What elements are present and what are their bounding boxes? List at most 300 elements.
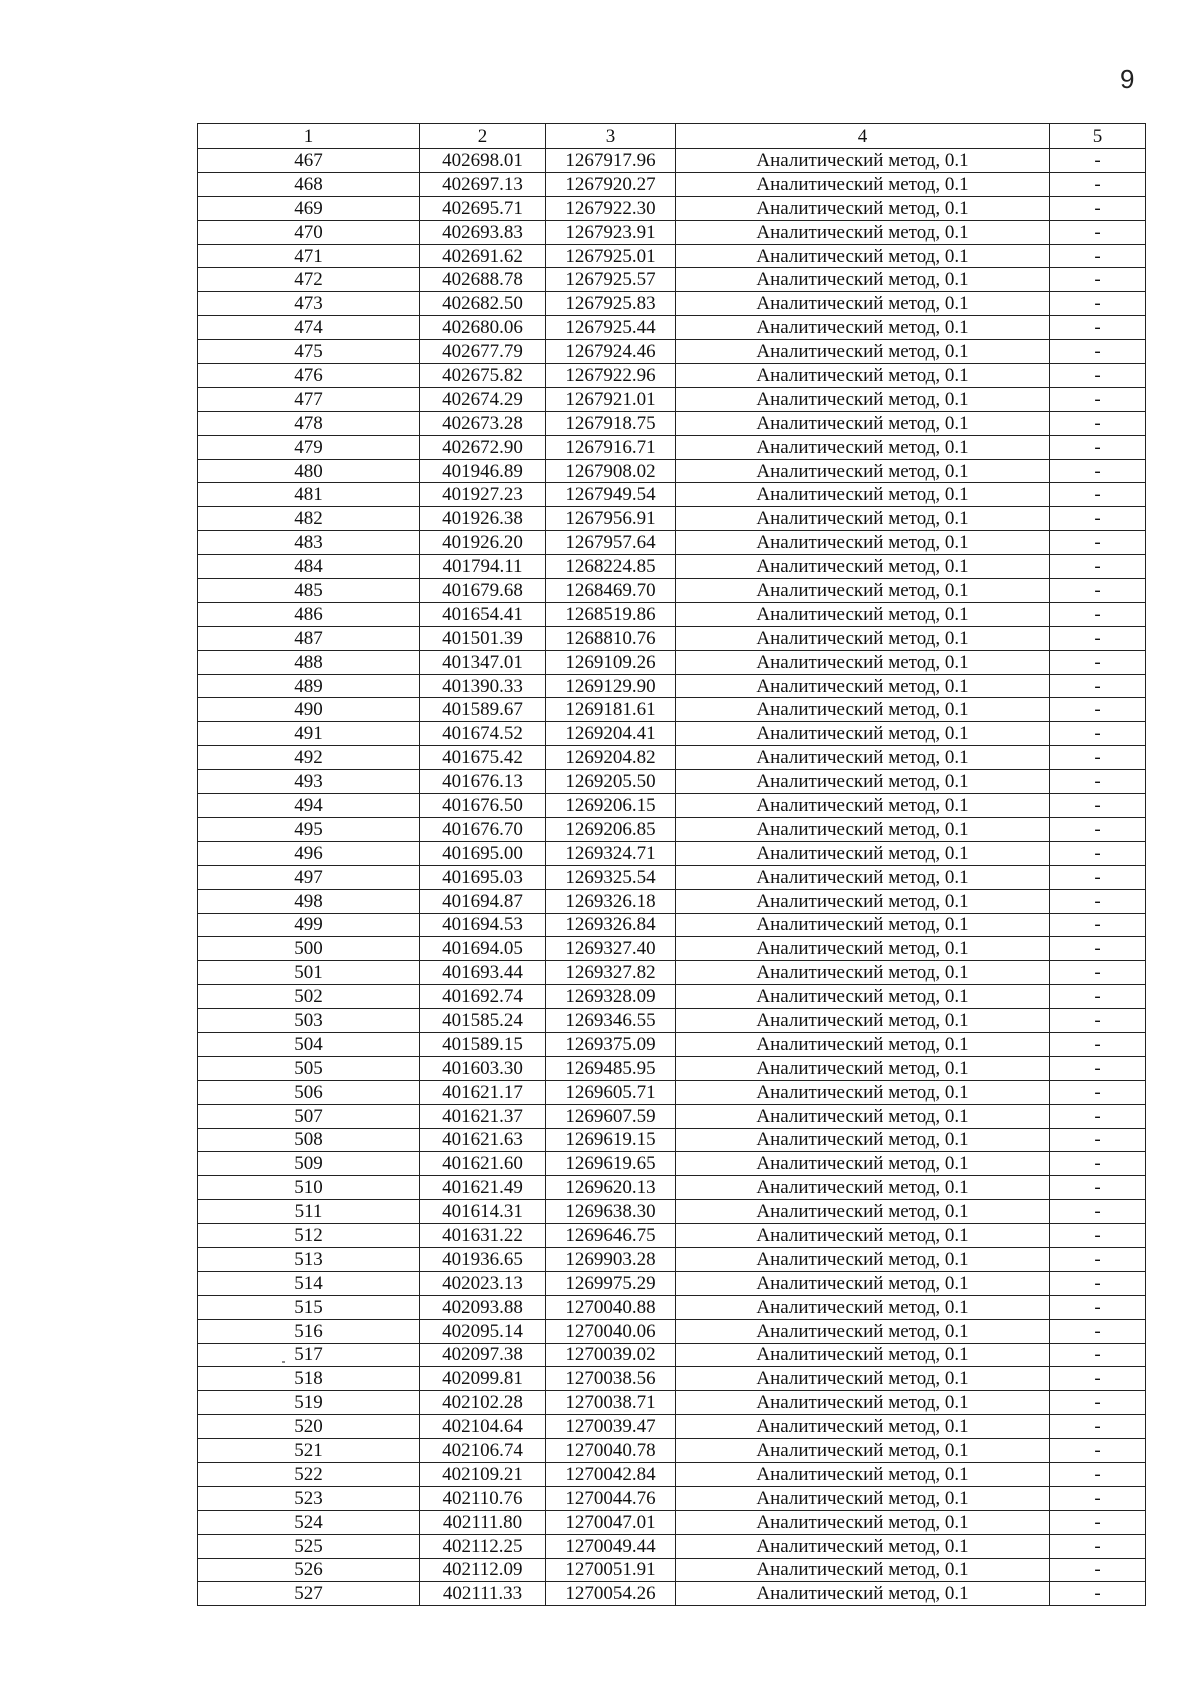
y-coordinate-cell: 1269325.54 (546, 865, 676, 889)
method-cell: Аналитический метод, 0.1 (676, 149, 1050, 173)
x-coordinate-cell: 401621.17 (420, 1080, 546, 1104)
note-cell: - (1050, 1558, 1146, 1582)
method-cell: Аналитический метод, 0.1 (676, 555, 1050, 579)
y-coordinate-cell: 1267918.75 (546, 411, 676, 435)
y-coordinate-cell: 1270054.26 (546, 1582, 676, 1606)
table-row (198, 674, 1146, 698)
method-cell: Аналитический метод, 0.1 (676, 1009, 1050, 1033)
x-coordinate-cell: 402672.90 (420, 435, 546, 459)
method-cell: Аналитический метод, 0.1 (676, 244, 1050, 268)
y-coordinate-cell: 1268469.70 (546, 579, 676, 603)
method-cell: Аналитический метод, 0.1 (676, 507, 1050, 531)
table-row (198, 1439, 1146, 1463)
method-cell: Аналитический метод, 0.1 (676, 1510, 1050, 1534)
table-row (198, 1415, 1146, 1439)
method-cell: Аналитический метод, 0.1 (676, 698, 1050, 722)
note-cell: - (1050, 268, 1146, 292)
method-cell: Аналитический метод, 0.1 (676, 674, 1050, 698)
method-cell: Аналитический метод, 0.1 (676, 1415, 1050, 1439)
y-coordinate-cell: 1267925.44 (546, 316, 676, 340)
y-coordinate-cell: 1269619.15 (546, 1128, 676, 1152)
method-cell: Аналитический метод, 0.1 (676, 196, 1050, 220)
point-number-cell: 514 (198, 1271, 420, 1295)
point-number-cell: 470 (198, 220, 420, 244)
header-cell: 4 (676, 124, 1050, 149)
y-coordinate-cell: 1270038.71 (546, 1391, 676, 1415)
table-row (198, 196, 1146, 220)
x-coordinate-cell: 401390.33 (420, 674, 546, 698)
table-row (198, 698, 1146, 722)
y-coordinate-cell: 1270047.01 (546, 1510, 676, 1534)
point-number-cell: 506 (198, 1080, 420, 1104)
y-coordinate-cell: 1267957.64 (546, 531, 676, 555)
point-number-cell: 490 (198, 698, 420, 722)
x-coordinate-cell: 401621.63 (420, 1128, 546, 1152)
method-cell: Аналитический метод, 0.1 (676, 746, 1050, 770)
note-cell: - (1050, 435, 1146, 459)
y-coordinate-cell: 1270040.78 (546, 1439, 676, 1463)
x-coordinate-cell: 402111.80 (420, 1510, 546, 1534)
x-coordinate-cell: 401631.22 (420, 1224, 546, 1248)
table-row (198, 1295, 1146, 1319)
table-row (198, 579, 1146, 603)
point-number-cell: 489 (198, 674, 420, 698)
y-coordinate-cell: 1269646.75 (546, 1224, 676, 1248)
y-coordinate-cell: 1269328.09 (546, 985, 676, 1009)
x-coordinate-cell: 402112.25 (420, 1534, 546, 1558)
table-row (198, 220, 1146, 244)
point-number-cell: 492 (198, 746, 420, 770)
note-cell: - (1050, 292, 1146, 316)
table-row (198, 1367, 1146, 1391)
table-row (198, 387, 1146, 411)
method-cell: Аналитический метод, 0.1 (676, 865, 1050, 889)
x-coordinate-cell: 401692.74 (420, 985, 546, 1009)
table-row (198, 435, 1146, 459)
note-cell: - (1050, 602, 1146, 626)
method-cell: Аналитический метод, 0.1 (676, 435, 1050, 459)
table-row (198, 459, 1146, 483)
x-coordinate-cell: 402095.14 (420, 1319, 546, 1343)
table-body (198, 124, 1146, 1606)
x-coordinate-cell: 401695.03 (420, 865, 546, 889)
note-cell: - (1050, 483, 1146, 507)
note-cell: - (1050, 961, 1146, 985)
y-coordinate-cell: 1270040.06 (546, 1319, 676, 1343)
method-cell: Аналитический метод, 0.1 (676, 340, 1050, 364)
note-cell: - (1050, 364, 1146, 388)
table-row (198, 1176, 1146, 1200)
x-coordinate-cell: 402688.78 (420, 268, 546, 292)
method-cell: Аналитический метод, 0.1 (676, 1486, 1050, 1510)
note-cell: - (1050, 340, 1146, 364)
note-cell: - (1050, 1271, 1146, 1295)
method-cell: Аналитический метод, 0.1 (676, 1128, 1050, 1152)
point-number-cell: 483 (198, 531, 420, 555)
y-coordinate-cell: 1270039.02 (546, 1343, 676, 1367)
x-coordinate-cell: 401589.15 (420, 1032, 546, 1056)
note-cell: - (1050, 1009, 1146, 1033)
method-cell: Аналитический метод, 0.1 (676, 268, 1050, 292)
x-coordinate-cell: 401926.20 (420, 531, 546, 555)
note-cell: - (1050, 507, 1146, 531)
x-coordinate-cell: 402673.28 (420, 411, 546, 435)
note-cell: - (1050, 1367, 1146, 1391)
table-row (198, 1128, 1146, 1152)
note-cell: - (1050, 794, 1146, 818)
coordinates-table (197, 123, 1146, 1606)
note-cell: - (1050, 722, 1146, 746)
table-row (198, 913, 1146, 937)
x-coordinate-cell: 401694.53 (420, 913, 546, 937)
x-coordinate-cell: 401621.49 (420, 1176, 546, 1200)
x-coordinate-cell: 401621.37 (420, 1104, 546, 1128)
note-cell: - (1050, 1247, 1146, 1271)
method-cell: Аналитический метод, 0.1 (676, 387, 1050, 411)
x-coordinate-cell: 402680.06 (420, 316, 546, 340)
table-row (198, 1534, 1146, 1558)
point-number-cell: 484 (198, 555, 420, 579)
method-cell: Аналитический метод, 0.1 (676, 937, 1050, 961)
note-cell: - (1050, 1056, 1146, 1080)
x-coordinate-cell: 401936.65 (420, 1247, 546, 1271)
note-cell: - (1050, 1032, 1146, 1056)
y-coordinate-cell: 1268810.76 (546, 626, 676, 650)
point-number-cell: 501 (198, 961, 420, 985)
y-coordinate-cell: 1269326.84 (546, 913, 676, 937)
method-cell: Аналитический метод, 0.1 (676, 722, 1050, 746)
method-cell: Аналитический метод, 0.1 (676, 483, 1050, 507)
note-cell: - (1050, 865, 1146, 889)
table-row (198, 1200, 1146, 1224)
method-cell: Аналитический метод, 0.1 (676, 985, 1050, 1009)
note-cell: - (1050, 220, 1146, 244)
point-number-cell: 496 (198, 841, 420, 865)
table-row (198, 1582, 1146, 1606)
note-cell: - (1050, 1343, 1146, 1367)
method-cell: Аналитический метод, 0.1 (676, 1032, 1050, 1056)
note-cell: - (1050, 1462, 1146, 1486)
header-cell: 1 (198, 124, 420, 149)
method-cell: Аналитический метод, 0.1 (676, 1295, 1050, 1319)
note-cell: - (1050, 531, 1146, 555)
note-cell: - (1050, 889, 1146, 913)
note-cell: - (1050, 1582, 1146, 1606)
note-cell: - (1050, 244, 1146, 268)
note-cell: - (1050, 555, 1146, 579)
method-cell: Аналитический метод, 0.1 (676, 1080, 1050, 1104)
x-coordinate-cell: 402097.38 (420, 1343, 546, 1367)
table-row (198, 483, 1146, 507)
y-coordinate-cell: 1268519.86 (546, 602, 676, 626)
method-cell: Аналитический метод, 0.1 (676, 1462, 1050, 1486)
x-coordinate-cell: 401676.13 (420, 770, 546, 794)
table-row (198, 817, 1146, 841)
note-cell: - (1050, 937, 1146, 961)
method-cell: Аналитический метод, 0.1 (676, 650, 1050, 674)
method-cell: Аналитический метод, 0.1 (676, 316, 1050, 340)
note-cell: - (1050, 316, 1146, 340)
y-coordinate-cell: 1269485.95 (546, 1056, 676, 1080)
method-cell: Аналитический метод, 0.1 (676, 1534, 1050, 1558)
point-number-cell: 508 (198, 1128, 420, 1152)
note-cell: - (1050, 1080, 1146, 1104)
y-coordinate-cell: 1267921.01 (546, 387, 676, 411)
table-row (198, 650, 1146, 674)
point-number-cell: 524 (198, 1510, 420, 1534)
y-coordinate-cell: 1269620.13 (546, 1176, 676, 1200)
y-coordinate-cell: 1269129.90 (546, 674, 676, 698)
point-number-cell: 469 (198, 196, 420, 220)
y-coordinate-cell: 1267924.46 (546, 340, 676, 364)
x-coordinate-cell: 402691.62 (420, 244, 546, 268)
y-coordinate-cell: 1269975.29 (546, 1271, 676, 1295)
point-number-cell: 475 (198, 340, 420, 364)
method-cell: Аналитический метод, 0.1 (676, 1224, 1050, 1248)
point-number-cell: 480 (198, 459, 420, 483)
table-row (198, 340, 1146, 364)
x-coordinate-cell: 401927.23 (420, 483, 546, 507)
x-coordinate-cell: 401676.50 (420, 794, 546, 818)
x-coordinate-cell: 401621.60 (420, 1152, 546, 1176)
y-coordinate-cell: 1267922.96 (546, 364, 676, 388)
x-coordinate-cell: 402693.83 (420, 220, 546, 244)
x-coordinate-cell: 402697.13 (420, 172, 546, 196)
y-coordinate-cell: 1269206.15 (546, 794, 676, 818)
method-cell: Аналитический метод, 0.1 (676, 1104, 1050, 1128)
method-cell: Аналитический метод, 0.1 (676, 913, 1050, 937)
table-row (198, 889, 1146, 913)
table-row (198, 1462, 1146, 1486)
note-cell: - (1050, 1486, 1146, 1510)
x-coordinate-cell: 402109.21 (420, 1462, 546, 1486)
x-coordinate-cell: 402104.64 (420, 1415, 546, 1439)
y-coordinate-cell: 1269346.55 (546, 1009, 676, 1033)
y-coordinate-cell: 1270038.56 (546, 1367, 676, 1391)
x-coordinate-cell: 402698.01 (420, 149, 546, 173)
y-coordinate-cell: 1269619.65 (546, 1152, 676, 1176)
point-number-cell: 472 (198, 268, 420, 292)
point-number-cell: 510 (198, 1176, 420, 1200)
y-coordinate-cell: 1267922.30 (546, 196, 676, 220)
point-number-cell: 518 (198, 1367, 420, 1391)
x-coordinate-cell: 402023.13 (420, 1271, 546, 1295)
point-number-cell: 522 (198, 1462, 420, 1486)
table-row (198, 149, 1146, 173)
point-number-cell: 467 (198, 149, 420, 173)
method-cell: Аналитический метод, 0.1 (676, 220, 1050, 244)
y-coordinate-cell: 1269903.28 (546, 1247, 676, 1271)
point-number-cell: 482 (198, 507, 420, 531)
y-coordinate-cell: 1269204.41 (546, 722, 676, 746)
x-coordinate-cell: 402099.81 (420, 1367, 546, 1391)
table-row (198, 364, 1146, 388)
x-coordinate-cell: 402111.33 (420, 1582, 546, 1606)
note-cell: - (1050, 1295, 1146, 1319)
x-coordinate-cell: 401654.41 (420, 602, 546, 626)
y-coordinate-cell: 1267925.01 (546, 244, 676, 268)
note-cell: - (1050, 1104, 1146, 1128)
y-coordinate-cell: 1269205.50 (546, 770, 676, 794)
point-number-cell: 468 (198, 172, 420, 196)
table-row (198, 937, 1146, 961)
x-coordinate-cell: 401694.05 (420, 937, 546, 961)
point-number-cell: 474 (198, 316, 420, 340)
x-coordinate-cell: 401675.42 (420, 746, 546, 770)
method-cell: Аналитический метод, 0.1 (676, 1319, 1050, 1343)
table-row (198, 316, 1146, 340)
point-number-cell: 505 (198, 1056, 420, 1080)
table-row (198, 985, 1146, 1009)
y-coordinate-cell: 1269324.71 (546, 841, 676, 865)
method-cell: Аналитический метод, 0.1 (676, 626, 1050, 650)
x-coordinate-cell: 402112.09 (420, 1558, 546, 1582)
x-coordinate-cell: 401347.01 (420, 650, 546, 674)
y-coordinate-cell: 1269638.30 (546, 1200, 676, 1224)
header-cell: 5 (1050, 124, 1146, 149)
table-row (198, 1343, 1146, 1367)
point-number-cell: 520 (198, 1415, 420, 1439)
x-coordinate-cell: 402110.76 (420, 1486, 546, 1510)
point-number-cell: 503 (198, 1009, 420, 1033)
y-coordinate-cell: 1268224.85 (546, 555, 676, 579)
y-coordinate-cell: 1269375.09 (546, 1032, 676, 1056)
table-row (198, 172, 1146, 196)
x-coordinate-cell: 402093.88 (420, 1295, 546, 1319)
table-row (198, 531, 1146, 555)
note-cell: - (1050, 459, 1146, 483)
y-coordinate-cell: 1267916.71 (546, 435, 676, 459)
y-coordinate-cell: 1269327.40 (546, 937, 676, 961)
x-coordinate-cell: 402102.28 (420, 1391, 546, 1415)
y-coordinate-cell: 1270044.76 (546, 1486, 676, 1510)
x-coordinate-cell: 401589.67 (420, 698, 546, 722)
point-number-cell: 502 (198, 985, 420, 1009)
method-cell: Аналитический метод, 0.1 (676, 889, 1050, 913)
note-cell: - (1050, 1510, 1146, 1534)
table-row (198, 1247, 1146, 1271)
point-number-cell: 478 (198, 411, 420, 435)
y-coordinate-cell: 1270040.88 (546, 1295, 676, 1319)
note-cell: - (1050, 411, 1146, 435)
y-coordinate-cell: 1267908.02 (546, 459, 676, 483)
scan-speck (282, 1361, 285, 1363)
table-row (198, 1032, 1146, 1056)
point-number-cell: 494 (198, 794, 420, 818)
x-coordinate-cell: 402674.29 (420, 387, 546, 411)
x-coordinate-cell: 402682.50 (420, 292, 546, 316)
note-cell: - (1050, 698, 1146, 722)
point-number-cell: 476 (198, 364, 420, 388)
table-row (198, 1391, 1146, 1415)
y-coordinate-cell: 1269607.59 (546, 1104, 676, 1128)
x-coordinate-cell: 401693.44 (420, 961, 546, 985)
method-cell: Аналитический метод, 0.1 (676, 961, 1050, 985)
y-coordinate-cell: 1267949.54 (546, 483, 676, 507)
table-row (198, 1056, 1146, 1080)
x-coordinate-cell: 401585.24 (420, 1009, 546, 1033)
point-number-cell: 499 (198, 913, 420, 937)
y-coordinate-cell: 1270051.91 (546, 1558, 676, 1582)
method-cell: Аналитический метод, 0.1 (676, 579, 1050, 603)
table-row (198, 1510, 1146, 1534)
point-number-cell: 517 (198, 1343, 420, 1367)
note-cell: - (1050, 674, 1146, 698)
point-number-cell: 523 (198, 1486, 420, 1510)
y-coordinate-cell: 1267917.96 (546, 149, 676, 173)
note-cell: - (1050, 1439, 1146, 1463)
method-cell: Аналитический метод, 0.1 (676, 1271, 1050, 1295)
note-cell: - (1050, 1224, 1146, 1248)
y-coordinate-cell: 1267920.27 (546, 172, 676, 196)
x-coordinate-cell: 401695.00 (420, 841, 546, 865)
y-coordinate-cell: 1270042.84 (546, 1462, 676, 1486)
table-row (198, 411, 1146, 435)
point-number-cell: 525 (198, 1534, 420, 1558)
y-coordinate-cell: 1269204.82 (546, 746, 676, 770)
point-number-cell: 500 (198, 937, 420, 961)
point-number-cell: 526 (198, 1558, 420, 1582)
page-number: 9 (1120, 64, 1135, 94)
table-row (198, 507, 1146, 531)
note-cell: - (1050, 650, 1146, 674)
method-cell: Аналитический метод, 0.1 (676, 1391, 1050, 1415)
point-number-cell: 488 (198, 650, 420, 674)
x-coordinate-cell: 401794.11 (420, 555, 546, 579)
point-number-cell: 507 (198, 1104, 420, 1128)
y-coordinate-cell: 1269327.82 (546, 961, 676, 985)
point-number-cell: 487 (198, 626, 420, 650)
point-number-cell: 509 (198, 1152, 420, 1176)
point-number-cell: 513 (198, 1247, 420, 1271)
x-coordinate-cell: 401679.68 (420, 579, 546, 603)
table-row (198, 1271, 1146, 1295)
y-coordinate-cell: 1267923.91 (546, 220, 676, 244)
method-cell: Аналитический метод, 0.1 (676, 794, 1050, 818)
point-number-cell: 498 (198, 889, 420, 913)
point-number-cell: 495 (198, 817, 420, 841)
y-coordinate-cell: 1269605.71 (546, 1080, 676, 1104)
method-cell: Аналитический метод, 0.1 (676, 841, 1050, 865)
point-number-cell: 512 (198, 1224, 420, 1248)
table-row (198, 841, 1146, 865)
note-cell: - (1050, 626, 1146, 650)
note-cell: - (1050, 1391, 1146, 1415)
point-number-cell: 511 (198, 1200, 420, 1224)
point-number-cell: 504 (198, 1032, 420, 1056)
note-cell: - (1050, 172, 1146, 196)
point-number-cell: 471 (198, 244, 420, 268)
note-cell: - (1050, 196, 1146, 220)
table-row (198, 961, 1146, 985)
table-row (198, 1080, 1146, 1104)
note-cell: - (1050, 770, 1146, 794)
point-number-cell: 515 (198, 1295, 420, 1319)
table-row (198, 244, 1146, 268)
note-cell: - (1050, 1415, 1146, 1439)
note-cell: - (1050, 1152, 1146, 1176)
table-row (198, 722, 1146, 746)
y-coordinate-cell: 1267925.57 (546, 268, 676, 292)
table-header-row (198, 124, 1146, 149)
method-cell: Аналитический метод, 0.1 (676, 411, 1050, 435)
point-number-cell: 477 (198, 387, 420, 411)
point-number-cell: 497 (198, 865, 420, 889)
method-cell: Аналитический метод, 0.1 (676, 531, 1050, 555)
note-cell: - (1050, 387, 1146, 411)
x-coordinate-cell: 402675.82 (420, 364, 546, 388)
y-coordinate-cell: 1269109.26 (546, 650, 676, 674)
